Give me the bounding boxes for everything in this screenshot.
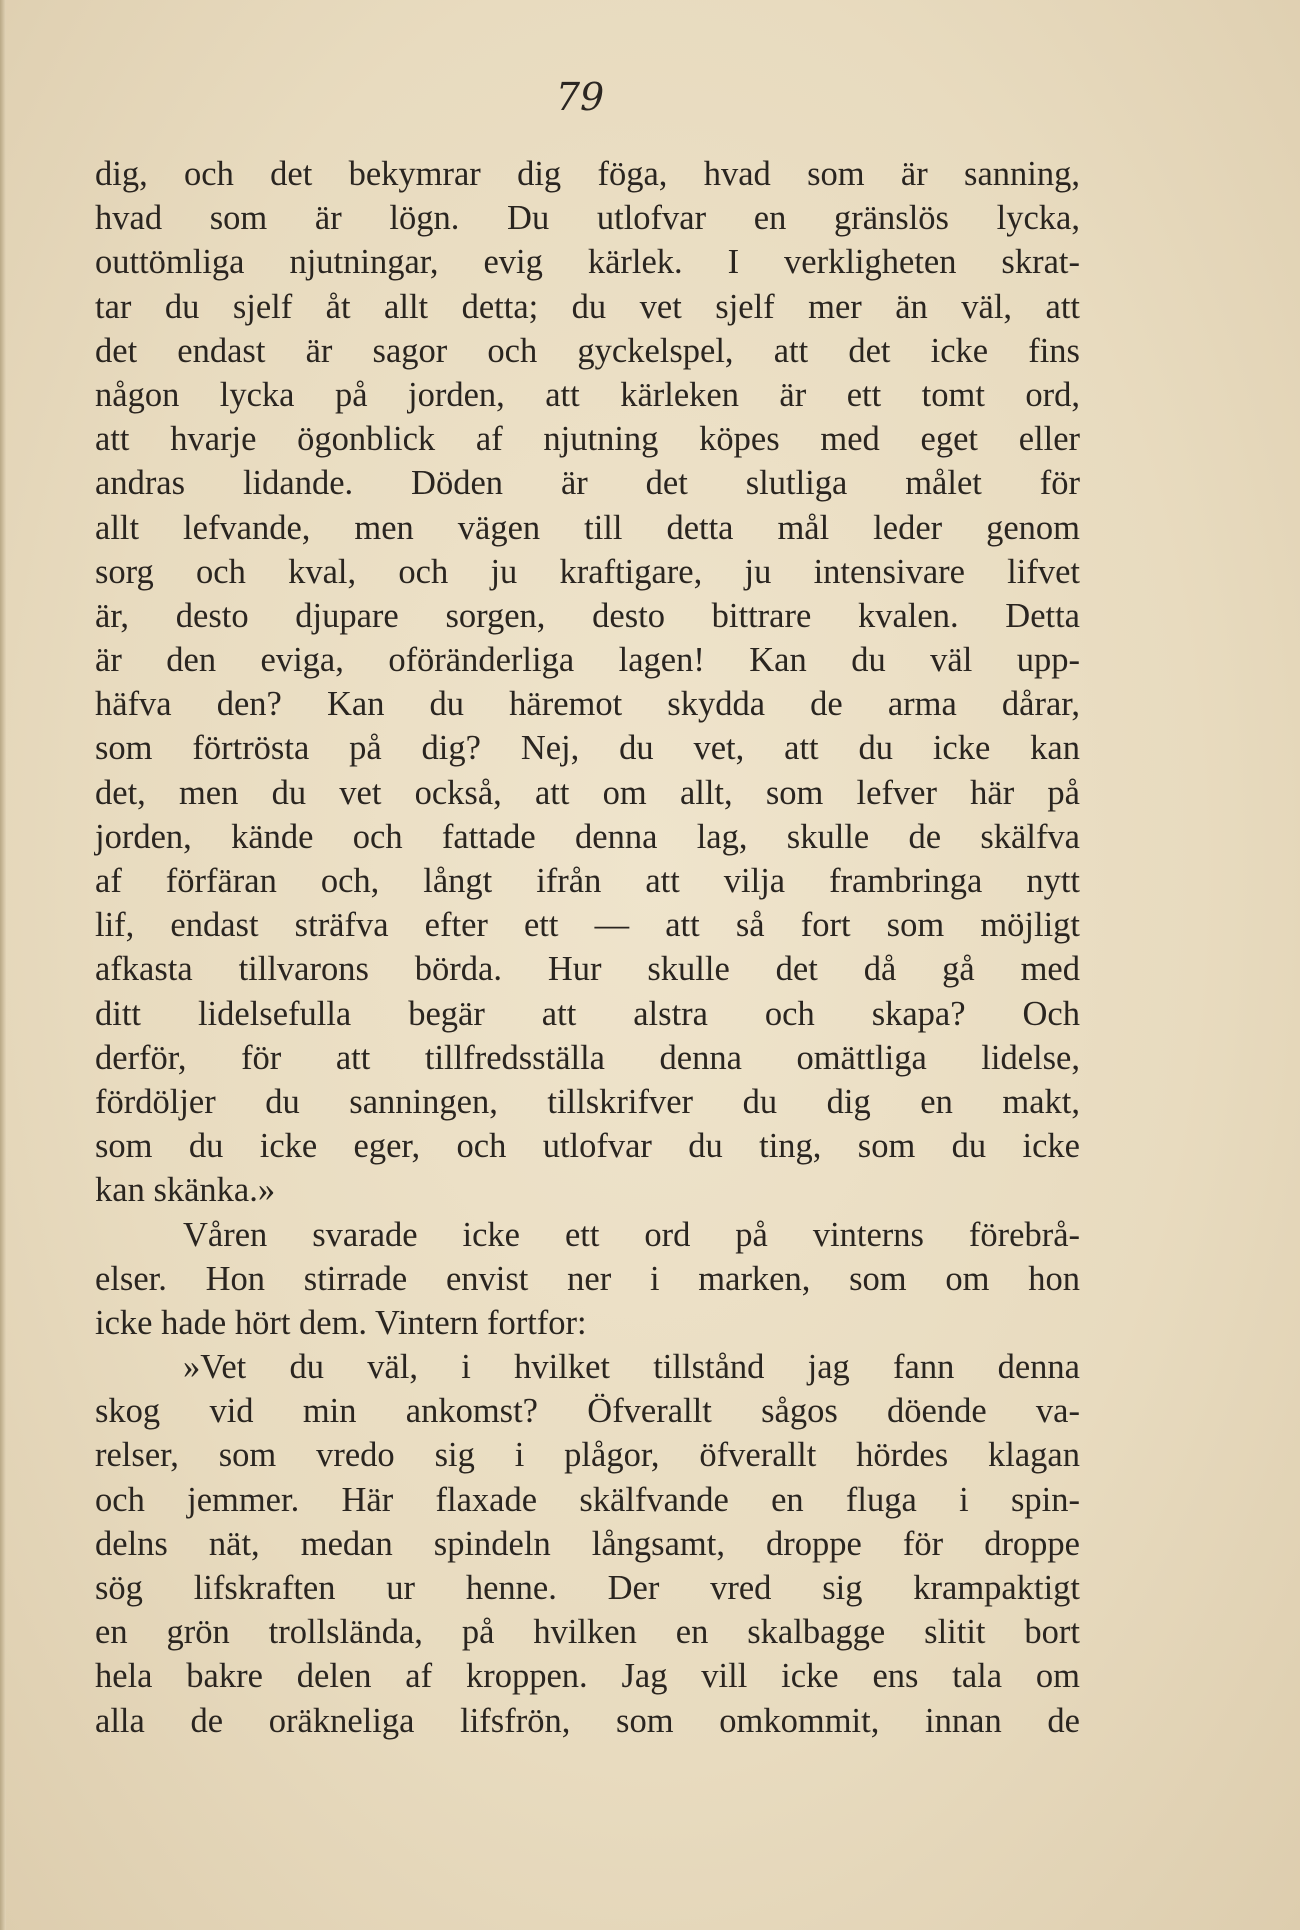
text-line: elser. Hon stirrade envist ner i marken, som om hon (95, 1259, 1080, 1298)
text-line: afkasta tillvarons börda. Hur skulle det då gå med (95, 950, 1080, 989)
text-line: är den eviga, oföränderliga lagen! Kan du väl upp- (95, 641, 1080, 680)
page-edge (0, 0, 6, 1930)
text-line: en grön trollslända, på hvilken en skalbagge slitit bort (95, 1613, 1080, 1652)
text-line: sorg och kval, och ju kraftigare, ju intensivare lifvet (95, 552, 1080, 591)
paragraph-end-line: icke hade hört dem. Vintern fortfor: (95, 1303, 587, 1342)
paragraph-start-line: »Vet du väl, i hvilket tillstånd jag fann denna (183, 1348, 1080, 1387)
page-number: 79 (555, 75, 605, 119)
text-line: någon lycka på jorden, att kärleken är ett tomt ord, (95, 375, 1080, 414)
text-line: lif, endast sträfva efter ett — att så fort som möjligt (95, 906, 1080, 945)
text-line: häfva den? Kan du häremot skydda de arma dårar, (95, 685, 1080, 724)
text-line: sög lifskraften ur henne. Der vred sig krampaktigt (95, 1569, 1080, 1607)
text-line: och jemmer. Här flaxade skälfvande en fluga i spin- (95, 1480, 1080, 1519)
text-line: dig, och det bekymrar dig föga, hvad som är sanning, (95, 155, 1080, 193)
text-line: ditt lidelsefulla begär att alstra och skapa? Och (95, 994, 1080, 1033)
text-line: jorden, kände och fattade denna lag, skulle de skälfva (95, 817, 1080, 856)
text-line: det endast är sagor och gyckelspel, att det icke fins (95, 331, 1080, 370)
paragraph-end-line: kan skänka.» (95, 1171, 276, 1210)
text-line: derför, för att tillfredsställa denna omättliga lidelse, (95, 1038, 1080, 1077)
text-line: hela bakre delen af kroppen. Jag vill icke ens tala om (95, 1657, 1080, 1696)
text-line: skog vid min ankomst? Öfverallt sågos döende va- (95, 1392, 1080, 1431)
text-line: delns nät, medan spindeln långsamt, droppe för droppe (95, 1524, 1080, 1563)
text-line: som förtrösta på dig? Nej, du vet, att du icke kan (95, 729, 1080, 768)
text-line: af förfäran och, långt ifrån att vilja frambringa nytt (95, 862, 1080, 900)
text-line: outtömliga njutningar, evig kärlek. I verkligheten skrat- (95, 243, 1080, 282)
text-line: relser, som vredo sig i plågor, öfverallt hördes klagan (95, 1436, 1080, 1475)
text-line: alla de oräkneliga lifsfrön, som omkommit, innan de (95, 1701, 1080, 1740)
text-line: allt lefvande, men vägen till detta mål leder genom (95, 508, 1080, 547)
body-text (95, 152, 1080, 1743)
text-line: hvad som är lögn. Du utlofvar en gränslös lycka, (95, 199, 1080, 238)
text-line: tar du sjelf åt allt detta; du vet sjelf mer än väl, att (95, 287, 1080, 326)
text-line: är, desto djupare sorgen, desto bittrare kvalen. Detta (95, 596, 1080, 635)
text-line: fördöljer du sanningen, tillskrifver du dig en makt, (95, 1082, 1080, 1121)
paragraph-start-line: Våren svarade icke ett ord på vinterns förebrå- (183, 1215, 1080, 1254)
text-line: att hvarje ögonblick af njutning köpes med eget eller (95, 420, 1080, 459)
text-line: som du icke eger, och utlofvar du ting, som du icke (95, 1127, 1080, 1166)
text-line: andras lidande. Döden är det slutliga målet för (95, 464, 1080, 503)
text-line: det, men du vet också, att om allt, som lefver här på (95, 773, 1080, 812)
